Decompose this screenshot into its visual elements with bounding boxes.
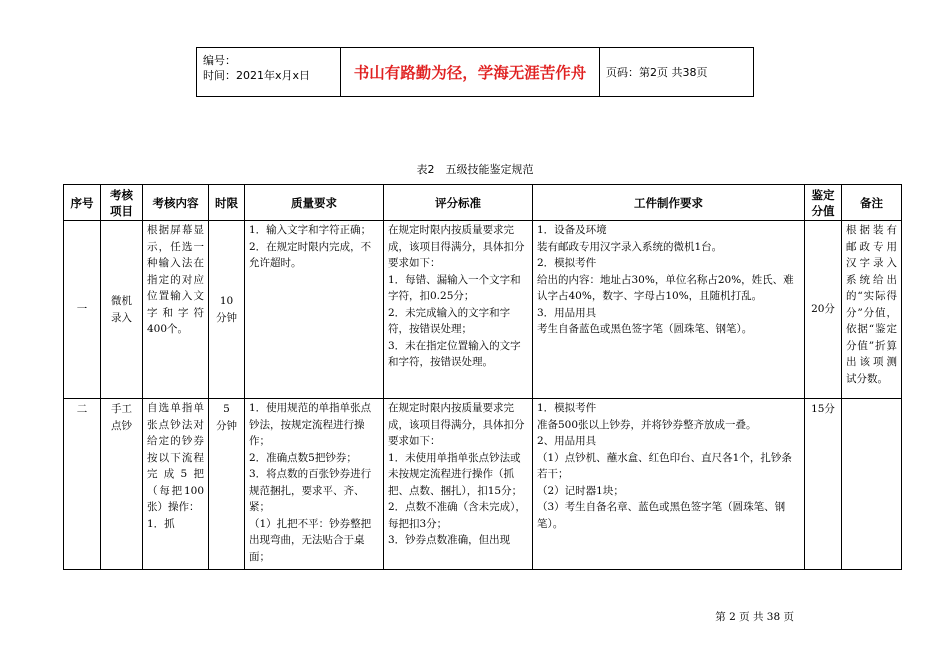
row-quality-text: 1．使用规范的单指单张点钞法，按规定流程进行操作； 2．准确点数5把钞券； 3．将点数的百张钞券进行规范捆扎，要求平、齐、紧； （1）扎把不平：钞券整把出现弯曲，无法贴合于桌面；: [249, 402, 372, 563]
col-header-no: 序号: [64, 185, 101, 221]
row-remark: 根据装有邮政专用汉字录入系统给出的“实际得分”分值，依据“鉴定分值”折算出该项测试分数。: [842, 221, 902, 399]
table-header-row: [64, 185, 902, 221]
row-item: 微机 录入: [101, 221, 143, 399]
header-number-label: 编号：: [203, 54, 236, 67]
row-remark: [842, 399, 902, 570]
row-no: 二: [64, 399, 101, 570]
row-quality: [245, 399, 384, 570]
col-header-remark: 备注: [842, 185, 902, 221]
header-motto: 书山有路勤为径，学海无涯苦作舟: [341, 48, 600, 96]
row-workpiece: 1．设备及环境 装有邮政专用汉字录入系统的微机1台。 2．模拟考件 给出的内容：地址占30%，单位名称占20%，姓氏、难认字占40%，数字、字母占10%，且随机打乱。 3．用品用具 考生自备蓝色或黑色签字笔（圆珠笔、钢笔）。: [533, 221, 805, 399]
header-meta: [197, 48, 341, 96]
col-header-item: 考核 项目: [101, 185, 143, 221]
col-header-quality: 质量要求: [245, 185, 384, 221]
row-time: 5 分钟: [209, 399, 245, 570]
row-content-text: 自选单指单张点钞法对给定的钞券按以下流程完成5把（每把100张）操作： 1．抓: [147, 402, 204, 530]
table-row: [64, 221, 902, 399]
row-scoring-text: 在规定时限内按质量要求完成，该项目得满分，具体扣分要求如下： 1．未使用单指单张点钞法或未按规定流程进行操作（抓把、点数、捆扎），扣15分； 2．点数不准确（含未完成），每把扣3分； 3．钞券点数准确，但出现: [388, 402, 526, 546]
row-workpiece-text: 1．模拟考件 准备500张以上钞券，并将钞券整齐放成一叠。 2、用品用具 （1）点钞机、蘸水盒、红色印台、直尺各1个，扎钞条若干； （2）记时器1块； （3）考生自备名章、蓝色或黑色签字笔（圆珠笔、钢笔）。: [537, 402, 792, 530]
col-header-score: 鉴定 分值: [805, 185, 842, 221]
header-time-label: 时间：2021年x月x日: [203, 69, 311, 82]
row-scoring: 在规定时限内按质量要求完成，该项目得满分，具体扣分要求如下： 1．每错、漏输入一个文字和字符，扣0.25分； 2．未完成输入的文字和字符，按错误处理； 3．未在指定位置输入的文字和字符，按错误处理。: [384, 221, 533, 399]
skills-table: [63, 184, 902, 570]
col-header-content: 考核内容: [143, 185, 209, 221]
table-row: [64, 399, 902, 570]
row-scoring: [384, 399, 533, 570]
row-workpiece: [533, 399, 805, 570]
document-header: [196, 47, 754, 97]
col-header-workpiece: 工件制作要求: [533, 185, 805, 221]
row-item: 手工 点钞: [101, 399, 143, 570]
row-score: 20分: [805, 221, 842, 399]
row-quality: 1．输入文字和字符正确； 2．在规定时限内完成，不允许超时。: [245, 221, 384, 399]
table-title: 表2 五级技能鉴定规范: [416, 163, 534, 176]
row-time: 10 分钟: [209, 221, 245, 399]
col-header-scoring: 评分标准: [384, 185, 533, 221]
header-page-label: 页码：第2页 共38页: [606, 66, 708, 79]
row-content: 根据屏幕显示，任选一种输入法在指定的对应位置输入文字和字符 400个。: [143, 221, 209, 399]
col-header-time: 时限: [209, 185, 245, 221]
row-score: 15分: [805, 399, 842, 570]
row-no: 一: [64, 221, 101, 399]
page-footer: 第 2 页 共 38 页: [715, 611, 794, 623]
row-content: [143, 399, 209, 570]
